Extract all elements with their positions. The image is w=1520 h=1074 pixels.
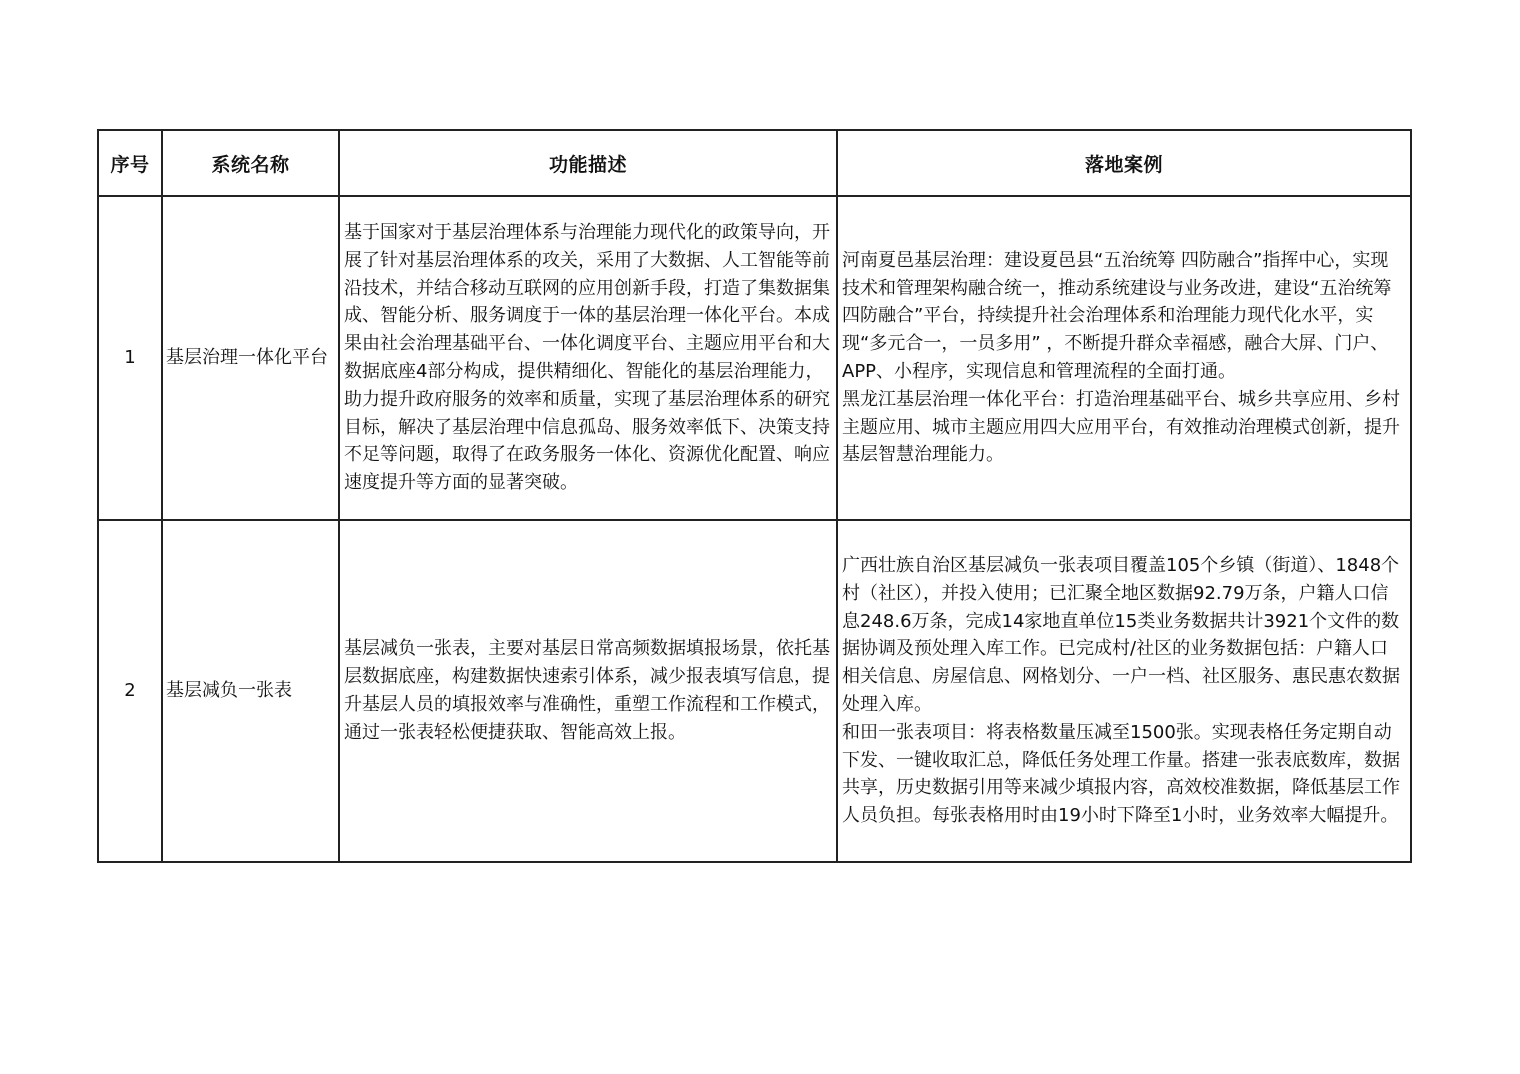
case-paragraph: 和田一张表项目：将表格数量压减至1500张。实现表格任务定期自动下发、一键收取汇总，降低任务处理工作量。搭建一张表底数库，数据共享，历史数据引用等来减少填报内容，高效校准数据，降低基层工作人员负担。每张表格用时由19小时下降至1小时，业务效率大幅提升。 [842,721,1400,827]
header-deployment-cases: 落地案例 [837,130,1411,196]
case-paragraph: 河南夏邑基层治理：建设夏邑县“五治统筹 四防融合”指挥中心，实现技术和管理架构融合统一，推动系统建设与业务改进，建设“五治统筹 四防融合”平台，持续提升社会治理体系和治理能力现代化水平，实现“多元合一，一员多用” ，不断提升群众幸福感，融合大屏、门户、APP、小程序，实现信息和管理流程的全面打通。 [842,249,1392,382]
function-description-cell: 基于国家对于基层治理体系与治理能力现代化的政策导向，开展了针对基层治理体系的攻关，采用了大数据、人工智能等前沿技术，并结合移动互联网的应用创新手段，打造了集数据集成、智能分析、服务调度于一体的基层治理一体化平台。本成果由社会治理基础平台、一体化调度平台、主题应用平台和大数据底座4部分构成，提供精细化、智能化的基层治理能力，助力提升政府服务的效率和质量，实现了基层治理体系的研究目标，解决了基层治理中信息孤岛、服务效率低下、决策支持不足等问题，取得了在政务服务一体化、资源优化配置、响应速度提升等方面的显著突破。 [339,196,837,520]
header-no: 序号 [98,130,162,196]
table-row [98,196,1411,520]
table-header-row [98,130,1411,196]
case-paragraph: 广西壮族自治区基层减负一张表项目覆盖105个乡镇（街道）、1848个村（社区），并投入使用；已汇聚全地区数据92.79万条，户籍人口信息248.6万条，完成14家地直单位15类业务数据共计3921个文件的数据协调及预处理入库工作。已完成村/社区的业务数据包括：户籍人口相关信息、房屋信息、网格划分、一户一档、社区服务、惠民惠农数据处理入库。 [842,555,1400,715]
deployment-cases-cell [837,196,1411,520]
spreadsheet-page [97,129,1410,863]
system-name-cell: 基层减负一张表 [162,520,339,862]
header-function-description: 功能描述 [339,130,837,196]
header-system-name: 系统名称 [162,130,339,196]
table-row [98,520,1411,862]
row-number: 2 [98,520,162,862]
deployment-cases-cell [837,520,1411,862]
function-description-cell: 基层减负一张表，主要对基层日常高频数据填报场景，依托基层数据底座，构建数据快速索引体系，减少报表填写信息，提升基层人员的填报效率与准确性，重塑工作流程和工作模式，通过一张表轻松便捷获取、智能高效上报。 [339,520,837,862]
systems-table [97,129,1412,863]
system-name-cell: 基层治理一体化平台 [162,196,339,520]
case-paragraph: 黑龙江基层治理一体化平台：打造治理基础平台、城乡共享应用、乡村主题应用、城市主题应用四大应用平台，有效推动治理模式创新，提升基层智慧治理能力。 [842,388,1400,466]
row-number: 1 [98,196,162,520]
